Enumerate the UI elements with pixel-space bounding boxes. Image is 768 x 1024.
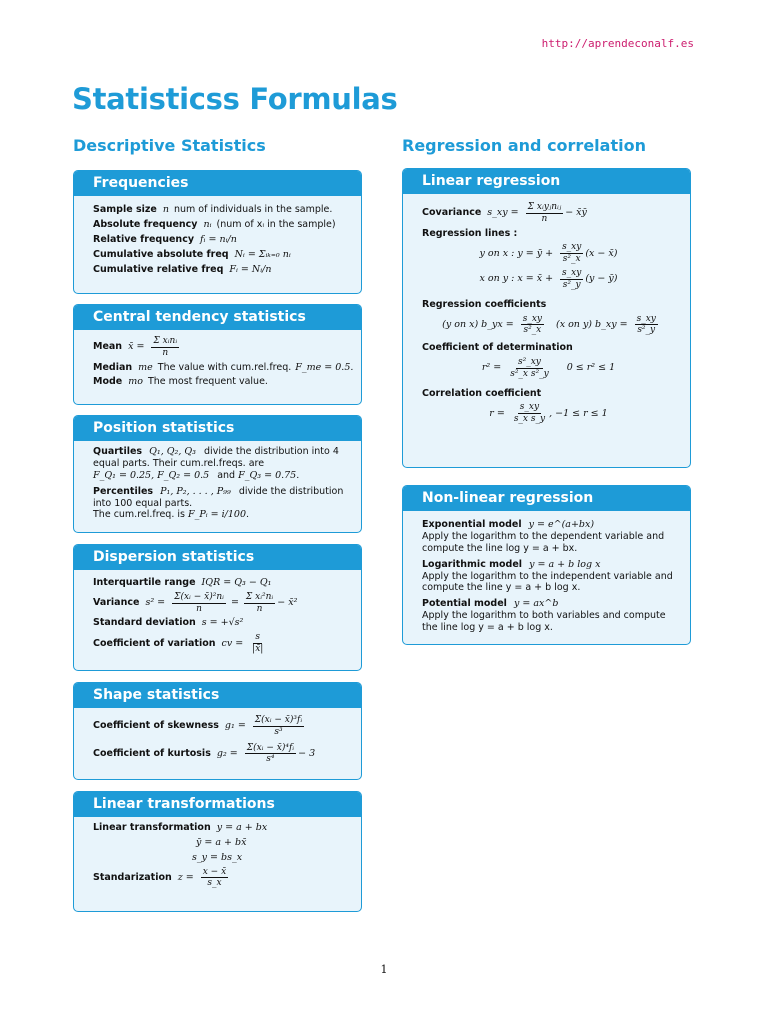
b-xy-lhs: (x on y) b_xy = — [556, 318, 628, 330]
variance-lhs: s² = — [145, 597, 166, 609]
variance-denominator-1: n — [196, 603, 202, 614]
y-on-x-rhs: (x − x̄) — [585, 247, 618, 259]
logarithmic-model-paragraph — [422, 559, 676, 595]
page-number: 1 — [380, 963, 388, 976]
x-on-y-denominator: s²_y — [562, 279, 581, 290]
r-lhs: r = — [489, 407, 505, 419]
iqr-row — [93, 577, 351, 589]
covariance-row — [422, 202, 680, 225]
mean-label: Mean — [93, 341, 123, 353]
variance-numerator-1: Σ(xᵢ − x̄)²nᵢ — [174, 591, 224, 602]
linear-transformation-row — [93, 822, 351, 834]
r2-fraction — [508, 357, 550, 380]
cv-fraction — [250, 632, 265, 655]
iqr-label: Interquartile range — [93, 577, 196, 588]
x-on-y-rhs: (y − ȳ) — [585, 273, 618, 285]
determination-formula — [422, 357, 680, 380]
exponential-model-text: Apply the logarithm to the dependent variable and compute the line log y = a + bx. — [422, 530, 665, 554]
std-label: Standard deviation — [93, 617, 196, 629]
page-title: Statisticss Formulas — [72, 82, 398, 116]
correlation-row — [422, 388, 680, 400]
regression-coefficients-label: Regression coefficients — [422, 298, 547, 310]
r2-lhs: r² = — [481, 362, 502, 374]
logarithmic-model-text: Apply the logarithm to the independent variable and compute the line y = a + b log x. — [422, 570, 673, 594]
cumulative-relative-math: Fᵢ = Nᵢ/n — [229, 263, 272, 275]
percentiles-text-2: The cum.rel.freq. is — [93, 509, 185, 521]
quartiles-label: Quartiles — [93, 446, 143, 457]
kurtosis-rhs: − 3 — [298, 747, 316, 759]
standarization-numerator: x − x̄ — [202, 866, 227, 877]
relative-frequency-label: Relative frequency — [93, 233, 195, 245]
variance-denominator-2: n — [256, 603, 263, 614]
median-text: The value with cum.rel.freq. — [157, 361, 292, 373]
site-url[interactable]: http://aprendeconalf.es — [541, 37, 694, 50]
median-math-2: F_me = 0.5. — [295, 361, 354, 373]
absolute-frequency-row — [93, 219, 351, 231]
skewness-numerator: Σ(xᵢ − x̄)³fᵢ — [254, 715, 303, 725]
shape-heading: Shape statistics — [74, 683, 361, 708]
potential-model-text: Apply the logarithm to both variables and compute the line log y = a + b log x. — [422, 610, 666, 633]
kurtosis-fraction — [245, 743, 296, 766]
mean-numerator: Σ xᵢnᵢ — [153, 336, 178, 346]
exponential-model-paragraph — [422, 519, 676, 555]
percentiles-paragraph — [93, 486, 345, 522]
sample-size-row — [93, 204, 351, 216]
regression-coefficients-formulas — [422, 314, 680, 337]
cumulative-absolute-row — [93, 249, 351, 261]
kurtosis-numerator: Σ(xᵢ − x̄)⁴fᵢ — [246, 742, 295, 753]
standarization-denominator: s_x — [207, 878, 222, 889]
skewness-fraction — [253, 715, 304, 738]
standarization-lhs: z = — [177, 871, 194, 883]
mode-text: The most frequent value. — [147, 376, 268, 388]
linear-regression-box — [402, 168, 691, 468]
covariance-label: Covariance — [422, 207, 482, 219]
r-denominator: s_x s_y — [513, 414, 546, 425]
cv-denominator: |x̄| — [252, 644, 264, 655]
mode-label: Mode — [93, 376, 123, 388]
skewness-lhs: g₁ = — [224, 720, 246, 732]
variance-rhs: − x̄² — [277, 597, 298, 609]
quartiles-math-3: F_Q₃ = 0.75. — [238, 469, 300, 481]
covariance-fraction — [526, 202, 564, 225]
transformed-sd-row — [93, 852, 351, 864]
absolute-frequency-text: (num of xᵢ in the sample) — [216, 218, 336, 230]
r-fraction — [512, 402, 547, 425]
quartiles-math: Q₁, Q₂, Q₃ — [149, 446, 196, 457]
variance-label: Variance — [93, 597, 140, 609]
nonlinear-regression-heading: Non-linear regression — [403, 486, 690, 511]
determination-label: Coefficient of determination — [422, 342, 573, 354]
mean-fraction — [151, 336, 179, 359]
b-yx-fraction — [521, 314, 544, 337]
dispersion-heading: Dispersion statistics — [74, 545, 361, 570]
x-on-y-numerator: s_xy — [562, 268, 582, 279]
iqr-math: IQR = Q₃ − Q₁ — [201, 577, 272, 588]
potential-model-math: y = ax^b — [513, 598, 559, 610]
covariance-denominator: n — [541, 213, 548, 224]
y-on-x-lhs: y on x : y = ȳ + — [479, 247, 554, 259]
correlation-formula — [422, 402, 680, 425]
nonlinear-regression-box — [402, 485, 691, 645]
variance-fraction-2 — [244, 592, 275, 615]
position-box — [73, 415, 362, 533]
covariance-lhs: s_xy = — [487, 207, 519, 219]
sample-size-label: Sample size — [93, 204, 157, 215]
median-row — [93, 361, 354, 374]
determination-row — [422, 342, 680, 354]
b-yx-numerator: s_xy — [522, 313, 542, 324]
b-yx-lhs: (y on x) b_yx = — [442, 318, 514, 330]
r-rhs: , −1 ≤ r ≤ 1 — [549, 407, 608, 419]
regression-coefficients-row — [422, 299, 680, 311]
cumulative-absolute-label: Cumulative absolute freq — [93, 248, 229, 260]
frequencies-box — [73, 170, 362, 294]
linear-transformations-heading: Linear transformations — [74, 792, 361, 817]
absolute-frequency-label: Absolute frequency — [93, 218, 198, 230]
kurtosis-row — [93, 743, 351, 766]
b-yx-denominator: s²_x — [523, 325, 542, 336]
potential-model-label: Potential model — [422, 598, 507, 610]
mean-lhs: x̄ = — [128, 341, 145, 353]
sample-size-math: n — [162, 204, 169, 215]
regression-lines-row — [422, 228, 680, 240]
linear-transformation-label: Linear transformation — [93, 822, 211, 833]
standarization-row — [93, 867, 351, 890]
quartiles-math-2: F_Q₁ = 0.25, F_Q₂ = 0.5 — [93, 469, 210, 481]
cv-label: Coefficient of variation — [93, 637, 216, 649]
exponential-model-math: y = e^(a+bx) — [528, 519, 595, 530]
transformed-mean-row — [93, 837, 351, 849]
percentiles-text: divide the distribution into 100 equal parts. — [93, 485, 344, 509]
standarization-fraction — [201, 867, 228, 890]
standarization-label: Standarization — [93, 871, 172, 883]
potential-model-paragraph — [422, 598, 676, 634]
transformed-sd-math: s_y = bs_x — [192, 851, 243, 863]
y-on-x-denominator: s²_x — [562, 254, 581, 265]
variance-numerator-2: Σ xᵢ²nᵢ — [245, 591, 274, 602]
cv-lhs: cv = — [221, 637, 244, 649]
variance-fraction-1 — [172, 592, 226, 615]
logarithmic-model-math: y = a + b log x — [529, 558, 601, 570]
x-on-y-lhs: x on y : x = x̄ + — [479, 273, 554, 285]
correlation-label: Correlation coefficient — [422, 387, 542, 399]
percentiles-label: Percentiles — [93, 485, 154, 497]
central-tendency-heading: Central tendency statistics — [74, 305, 361, 330]
cv-row — [93, 632, 351, 655]
covariance-numerator: Σ xᵢyⱼnᵢⱼ — [527, 202, 562, 212]
quartiles-text-2: and — [217, 469, 236, 481]
dispersion-box — [73, 544, 362, 671]
r-numerator: s_xy — [519, 402, 540, 413]
position-heading: Position statistics — [74, 416, 361, 441]
median-math: me — [138, 361, 153, 373]
kurtosis-denominator: s⁴ — [266, 754, 275, 765]
cumulative-relative-row — [93, 264, 351, 276]
shape-box — [73, 682, 362, 780]
variance-equals: = — [230, 597, 239, 609]
exponential-model-label: Exponential model — [422, 519, 522, 530]
percentiles-math-2: F_Pᵢ = i/100. — [187, 509, 250, 521]
section-descriptive-title: Descriptive Statistics — [73, 136, 266, 155]
kurtosis-label: Coefficient of kurtosis — [93, 747, 211, 759]
b-xy-denominator: s²_y — [637, 325, 656, 336]
section-regression-title: Regression and correlation — [402, 136, 646, 155]
sample-size-text: num of individuals in the sample. — [173, 204, 333, 215]
covariance-rhs: − x̄ȳ — [565, 207, 587, 219]
central-tendency-box — [73, 304, 362, 405]
absolute-frequency-math: nᵢ — [203, 218, 212, 230]
linear-transformations-box — [73, 791, 362, 912]
skewness-label: Coefficient of skewness — [93, 720, 219, 732]
relative-frequency-math: fᵢ = nᵢ/n — [200, 233, 237, 245]
y-on-x-fraction — [560, 242, 583, 265]
x-on-y-fraction — [560, 268, 583, 291]
quartiles-text: divide the distribution into 4 equal parts. Their cum.rel.freqs. are — [93, 446, 339, 469]
mean-denominator: n — [162, 347, 169, 358]
skewness-row — [93, 715, 351, 738]
y-on-x-row — [422, 242, 680, 265]
relative-frequency-row — [93, 234, 351, 246]
skewness-denominator: s³ — [274, 726, 283, 737]
regression-lines-label: Regression lines : — [422, 227, 518, 239]
variance-row — [93, 592, 351, 615]
cumulative-absolute-math: Nᵢ = Σᵢₖ₌₀ nᵢ — [234, 248, 291, 260]
b-xy-fraction — [635, 314, 658, 337]
kurtosis-lhs: g₂ = — [216, 747, 238, 759]
std-row — [93, 617, 351, 629]
r2-rhs: 0 ≤ r² ≤ 1 — [566, 362, 616, 374]
logarithmic-model-label: Logarithmic model — [422, 558, 523, 570]
percentiles-math: P₁, P₂, . . . , P₉₉ — [160, 485, 231, 497]
y-on-x-numerator: s_xy — [562, 242, 582, 253]
mode-math: mo — [128, 376, 143, 388]
b-xy-numerator: s_xy — [636, 313, 656, 324]
mode-row — [93, 376, 351, 388]
linear-transformation-math: y = a + bx — [216, 822, 268, 833]
median-label: Median — [93, 361, 133, 373]
x-on-y-row — [422, 268, 680, 291]
r2-numerator: s²_xy — [518, 357, 541, 367]
linear-regression-heading: Linear regression — [403, 169, 690, 194]
frequencies-heading: Frequencies — [74, 171, 361, 196]
mean-row — [93, 336, 351, 359]
cumulative-relative-label: Cumulative relative freq — [93, 263, 224, 275]
std-math: s = +√s² — [201, 617, 244, 629]
quartiles-paragraph — [93, 446, 345, 482]
r2-denominator: s²_x s²_y — [510, 368, 549, 379]
cv-numerator: s — [255, 632, 261, 643]
transformed-mean-math: ȳ = a + bx̄ — [196, 836, 247, 848]
